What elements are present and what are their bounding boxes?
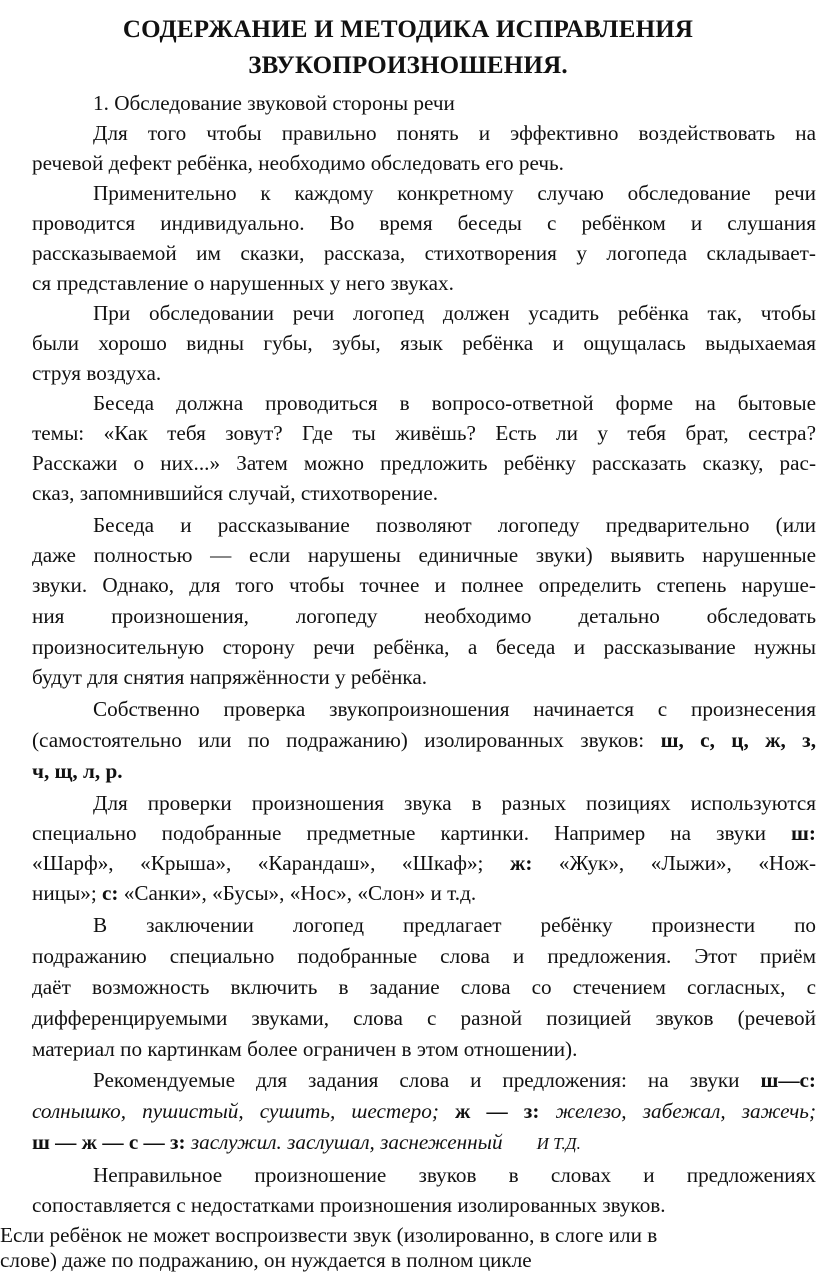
sound-label-bold: ж: <box>509 851 533 875</box>
example-words-italic: железо, забежал, зажечь; <box>539 1099 816 1123</box>
text-run: «Жук», «Лыжи», «Нож- <box>532 851 816 875</box>
text-line: произносительную сторону речи ребёнка, а беседа и рассказывание нужны <box>32 635 816 659</box>
text-run: ницы»; <box>32 881 103 905</box>
text-line <box>32 725 816 755</box>
sound-label-bold: ш: <box>791 821 816 845</box>
text-line: слове) даже по подражанию, он нуждается в полном цикле <box>0 1248 532 1272</box>
example-words-italic: заслужил. заслушал, заснеженный <box>185 1130 503 1154</box>
sound-list-bold: ч, щ, л, р. <box>32 759 123 783</box>
text-line: Для того чтобы правильно понять и эффективно воздействовать на <box>93 121 816 145</box>
text-line <box>32 1096 816 1126</box>
text-line: речевой дефект ребёнка, необходимо обследовать его речь. <box>32 151 564 175</box>
text-line: Беседа должна проводиться в вопросо-ответной форме на бытовые <box>93 391 816 415</box>
etc-note: И Т.Д. <box>536 1134 581 1153</box>
text-line <box>32 818 816 848</box>
sound-label-bold: ж — з: <box>455 1099 540 1123</box>
text-line: дифференцируемыми звуками, слова с разной позицией звуков (речевой <box>32 1006 816 1030</box>
text-line <box>93 1065 816 1095</box>
text-run: «Шарф», «Крыша», «Карандаш», «Шкаф»; <box>32 851 510 875</box>
text-line: даёт возможность включить в задание слова со стечением согласных, с <box>32 975 816 999</box>
document-title-line-2: ЗВУКОПРОИЗНОШЕНИЯ. <box>248 52 568 79</box>
text-line: будут для снятия напряжённости у ребёнка. <box>32 665 428 689</box>
document-title-line-1: СОДЕРЖАНИЕ И МЕТОДИКА ИСПРАВЛЕНИЯ <box>122 16 694 43</box>
text-line: были хорошо видны губы, зубы, язык ребёнка и ощущалась выдыхаемая <box>32 331 816 355</box>
text-line: звуки. Однако, для того чтобы точнее и полнее определить степень наруше- <box>32 573 816 597</box>
text-line: Применительно к каждому конкретному случаю обследование речи <box>93 181 816 205</box>
text-line <box>32 756 816 786</box>
text-line: темы: «Как тебя зовут? Где ты живёшь? Есть ли у тебя брат, сестра? <box>32 421 816 445</box>
sound-label-bold: с: <box>102 881 119 905</box>
text-line: струя воздуха. <box>32 361 162 385</box>
text-line: сказ, запомнившийся случай, стихотворение. <box>32 481 439 505</box>
text-line: При обследовании речи логопед должен усадить ребёнка так, чтобы <box>93 301 816 325</box>
text-line <box>32 848 816 878</box>
text-run: специально подобранные предметные картинки. Например на звуки <box>32 821 792 845</box>
text-line <box>32 878 816 908</box>
text-line: В заключении логопед предлагает ребёнку произнести по <box>93 913 816 937</box>
text-run: Рекомендуемые для задания слова и предложения: на звуки <box>93 1068 761 1092</box>
text-line: Если ребёнок не может воспроизвести звук (изолированно, в слоге или в <box>0 1223 658 1247</box>
text-line: Для проверки произношения звука в разных позициях используются <box>93 791 816 815</box>
text-line: даже полностью — если нарушены единичные звуки) выявить нарушенные <box>32 543 816 567</box>
sound-label-bold: ш—с: <box>760 1068 816 1092</box>
text-line: рассказываемой им сказки, рассказа, стихотворения у логопеда складывает- <box>32 241 816 265</box>
text-run: «Санки», «Бусы», «Нос», «Слон» и т.д. <box>118 881 477 905</box>
sound-label-bold: ш — ж — с — з: <box>32 1130 186 1154</box>
text-line: материал по картинкам более ограничен в этом отношении). <box>32 1037 578 1061</box>
text-line: Беседа и рассказывание позволяют логопеду предварительно (или <box>93 513 816 537</box>
text-line <box>32 1127 816 1159</box>
text-run: (самостоятельно или по подражанию) изолированных звуков: <box>32 728 661 752</box>
text-line: ся представление о нарушенных у него звуках. <box>32 271 454 295</box>
text-line: Неправильное произношение звуков в словах и предложениях <box>93 1163 816 1187</box>
text-line: проводится индивидуально. Во время беседы с ребёнком и слушания <box>32 211 816 235</box>
sound-list-bold: ш, с, ц, ж, з, <box>660 728 816 752</box>
text-line: Собственно проверка звукопроизношения начинается с произнесения <box>93 697 816 721</box>
text-line: подражанию специально подобранные слова и предложения. Этот приём <box>32 944 816 968</box>
example-words-italic: солнышко, пушистый, сушить, шестеро; <box>32 1099 456 1123</box>
text-line: сопоставляется с недостатками произношения изолированных звуков. <box>32 1193 666 1217</box>
text-line: ния произношения, логопеду необходимо детально обследовать <box>32 604 816 628</box>
text-line: Расскажи о них...» Затем можно предложить ребёнку рассказать сказку, рас- <box>32 451 816 475</box>
section-heading: 1. Обследование звуковой стороны речи <box>93 91 455 115</box>
